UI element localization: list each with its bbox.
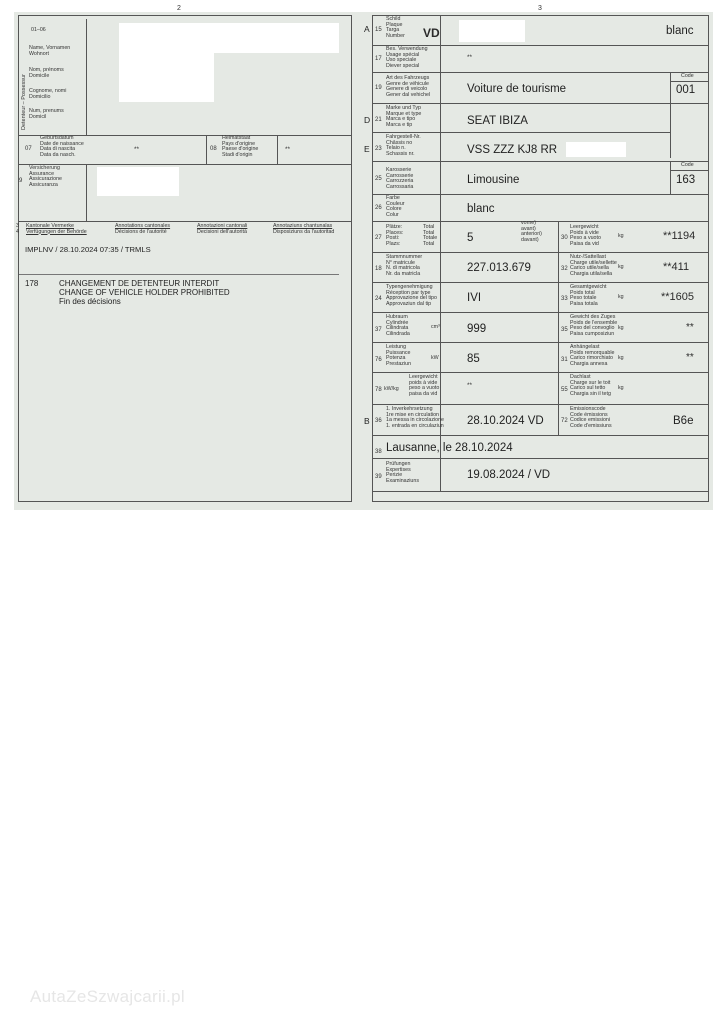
- plate-label: Schild Plaque Targa Number: [386, 16, 405, 39]
- approval-value: IVI: [467, 292, 482, 304]
- num-78: 78: [375, 387, 382, 393]
- chassis-value: VSS ZZZ KJ8 RR: [467, 144, 558, 156]
- trailer-load-label: Anhängelast Poids remorquable Carico rimorchiato Chargia annexa: [570, 344, 615, 367]
- gross-weight-unit: kg: [618, 294, 624, 300]
- plate-canton: VD: [423, 26, 440, 40]
- letter-a: A: [364, 24, 370, 34]
- trailer-load-value: **: [686, 352, 694, 363]
- num-55: 55: [561, 387, 568, 393]
- birth-value: **: [134, 146, 140, 153]
- displacement-unit: cm³: [431, 324, 440, 330]
- payload-label: Nutz-/Sattellast Charge utile/sellette Carico utile/sella Chargia utila/sella: [570, 254, 617, 277]
- emissions-value: B6e: [673, 415, 694, 427]
- redacted-insurance: [97, 167, 179, 196]
- num-23: 23: [375, 146, 382, 152]
- displacement-value: 999: [467, 323, 487, 335]
- num-17: 17: [375, 56, 382, 62]
- emissions-label: Emissionscode Code émissions Codice emissioni Code d'emissiuns: [570, 406, 612, 429]
- seats-label: Plätze: Places: Posti: Plazs:: [386, 224, 404, 247]
- payload-value: **411: [663, 261, 690, 273]
- insurance-label: Versicherung Assurance Assicurazione Assicuranza: [29, 165, 62, 188]
- displacement-label: Hubraum Cylindrée Cilindrata Cilindrada: [386, 314, 410, 337]
- inspections-value: 19.08.2024 / VD: [467, 469, 551, 481]
- watermark-text: AutaZeSzwajcarii.pl: [30, 987, 185, 1006]
- type-label: Art des Fahrzeugs Genre de véhicule Genere di veicolo Gener dal vehichel: [386, 75, 431, 98]
- approval-label: Typengenehmigung Réception par type Approvazione del tipo Approvaziun dal tip: [386, 284, 437, 307]
- cantonal-label-rm: Annotaziuns chantunalas Disposiziuns da l'autoritad: [273, 223, 335, 235]
- color-value: blanc: [467, 203, 495, 215]
- home-label: Heimatstaat Pays d'origine Paese d'origine Stadi d'origin: [222, 135, 259, 158]
- num-72: 72: [561, 418, 568, 424]
- birth-number: 07: [25, 146, 32, 152]
- name-label-it: Cognome, nomi Domicilio: [29, 88, 67, 100]
- left-panel: [18, 15, 352, 502]
- redacted-vin-suffix: [566, 142, 626, 157]
- power-unit: kW: [431, 355, 439, 361]
- inspections-label: Prüfungen Expertises Perizie Examinaziuns: [386, 461, 419, 484]
- chassis-label: Fahrgestell-Nr. Châssis no Telaio n. Schassis nr.: [386, 134, 421, 157]
- letter-b: B: [364, 416, 370, 426]
- empty-weight-label: Leergewicht Poids à vide Peso a vuoto Paisa da vid: [570, 224, 601, 247]
- num-76: 76: [375, 357, 382, 363]
- num-30: 30: [561, 235, 568, 241]
- num-35: 35: [561, 327, 568, 333]
- power-ratio-unit: kW/kg: [384, 386, 399, 392]
- notice-text: CHANGEMENT DE DETENTEUR INTERDIT CHANGE OF VEHICLE HOLDER PROHIBITED Fin des décisions: [59, 279, 230, 306]
- type-value: Voiture de tourisme: [467, 83, 567, 95]
- body-value: Limousine: [467, 174, 520, 186]
- num-27: 27: [375, 235, 382, 241]
- cantonal-numbers: 3 4: [16, 223, 19, 235]
- gross-weight-label: Gesamtgewicht Poids total Peso totale Paisa totala: [570, 284, 607, 307]
- cantonal-label-de: Kantonale Vermerke Verfügungen der Behörde: [26, 223, 87, 235]
- power-ratio-value: **: [467, 382, 473, 389]
- body-code: 163: [676, 174, 696, 186]
- home-value: **: [285, 146, 291, 153]
- code-178: 178: [25, 279, 39, 288]
- type-code-label: Code: [681, 73, 694, 79]
- make-value: SEAT IBIZA: [467, 115, 528, 127]
- seats-front-label: vorne) avant) anteriori) davant): [521, 220, 542, 243]
- first-reg-label: 1. Inverkehrsetzung 1re mise en circulation 1a messa in circolazione 1. entrada en circulaziun: [386, 406, 444, 429]
- payload-unit: kg: [618, 264, 624, 270]
- num-38: 38: [375, 449, 382, 455]
- home-number: 08: [210, 146, 217, 152]
- empty-weight-value: **1194: [663, 230, 696, 242]
- right-panel: [364, 15, 709, 502]
- power-ratio-label: Leergewicht poids à vide peso a vuoto paisa da vid: [409, 374, 440, 397]
- roof-load-unit: kg: [618, 385, 624, 391]
- num-26: 26: [375, 205, 382, 211]
- plate-color: blanc: [666, 25, 694, 37]
- empty-weight-unit: kg: [618, 233, 624, 239]
- body-code-label: Code: [681, 162, 694, 168]
- usage-value: **: [467, 54, 473, 61]
- registration-document: [14, 5, 713, 510]
- reg-no-value: 227.013.679: [467, 262, 531, 274]
- cantonal-label-fr: Annotations cantonales Décisions de l'autorité: [115, 223, 171, 235]
- roof-load-label: Dachlast Charge sur le toit Carico sul tetto Chargia sin il tetg: [570, 374, 611, 397]
- name-label-rm: Num, prenums Domicil: [29, 108, 64, 120]
- trailer-load-unit: kg: [618, 355, 624, 361]
- cantonal-label-it: Annotazioni cantonali Decisioni dell'autorità: [197, 223, 248, 235]
- name-label-fr: Nom, prénoms Domicile: [29, 67, 64, 79]
- insurance-number: 9: [19, 178, 23, 184]
- num-19: 19: [375, 85, 382, 91]
- place-value: Lausanne, le 28.10.2024: [386, 442, 513, 454]
- page-number-right: 3: [538, 5, 542, 12]
- impl-line: IMPLNV / 28.10.2024 07:35 / TRMLS: [25, 245, 151, 254]
- num-24: 24: [375, 296, 382, 302]
- gross-weight-value: **1605: [661, 291, 695, 303]
- color-label: Farbe Couleur Colore Colur: [386, 195, 405, 218]
- page-number-left: 2: [177, 5, 181, 12]
- letter-e: E: [364, 144, 370, 154]
- field-01-06: 01–06: [31, 27, 46, 33]
- train-weight-value: **: [686, 322, 694, 333]
- first-reg-value: 28.10.2024 VD: [467, 415, 544, 427]
- redacted-plate-number: [459, 20, 525, 42]
- num-36: 36: [375, 418, 382, 424]
- redacted-address: [119, 46, 214, 102]
- num-18: 18: [375, 266, 382, 272]
- power-value: 85: [467, 353, 480, 365]
- train-weight-label: Gewicht des Zuges Poids de l'ensemble Peso del convoglio Paisa cumposiziun: [570, 314, 618, 337]
- reg-no-label: Stammnummer N° matricule N. di matricola Nr. da matricla: [386, 254, 423, 277]
- body-label: Karosserie Carrosserie Carrozzeria Carrossaria: [386, 167, 414, 190]
- num-32: 32: [561, 266, 568, 272]
- seats-total-label: Total Total Totale Total: [423, 224, 438, 247]
- usage-label: Bes. Verwendung Usage spécial Uso speciale Diever special: [386, 46, 428, 69]
- num-15: 15: [375, 27, 382, 33]
- num-37: 37: [375, 327, 382, 333]
- type-code: 001: [676, 84, 696, 96]
- make-label: Marke und Typ Marque et type Marca e tipo Marca e tip: [386, 105, 422, 128]
- letter-d: D: [364, 115, 371, 125]
- name-label-de: Name, Vornamen Wohnort: [29, 45, 71, 57]
- num-39: 39: [375, 474, 382, 480]
- num-25: 25: [375, 176, 382, 182]
- seats-value: 5: [467, 232, 474, 244]
- num-31: 31: [561, 357, 568, 363]
- birth-label: Geburtsdatum Date de naissance Data di nascita Data da nasch.: [40, 135, 84, 158]
- holder-vertical-label: Detenteur – Possessur: [21, 74, 27, 130]
- power-label: Leistung Puissance Potenza Prestaziun: [386, 344, 412, 367]
- train-weight-unit: kg: [618, 325, 624, 331]
- num-21: 21: [375, 117, 382, 123]
- num-33: 33: [561, 296, 568, 302]
